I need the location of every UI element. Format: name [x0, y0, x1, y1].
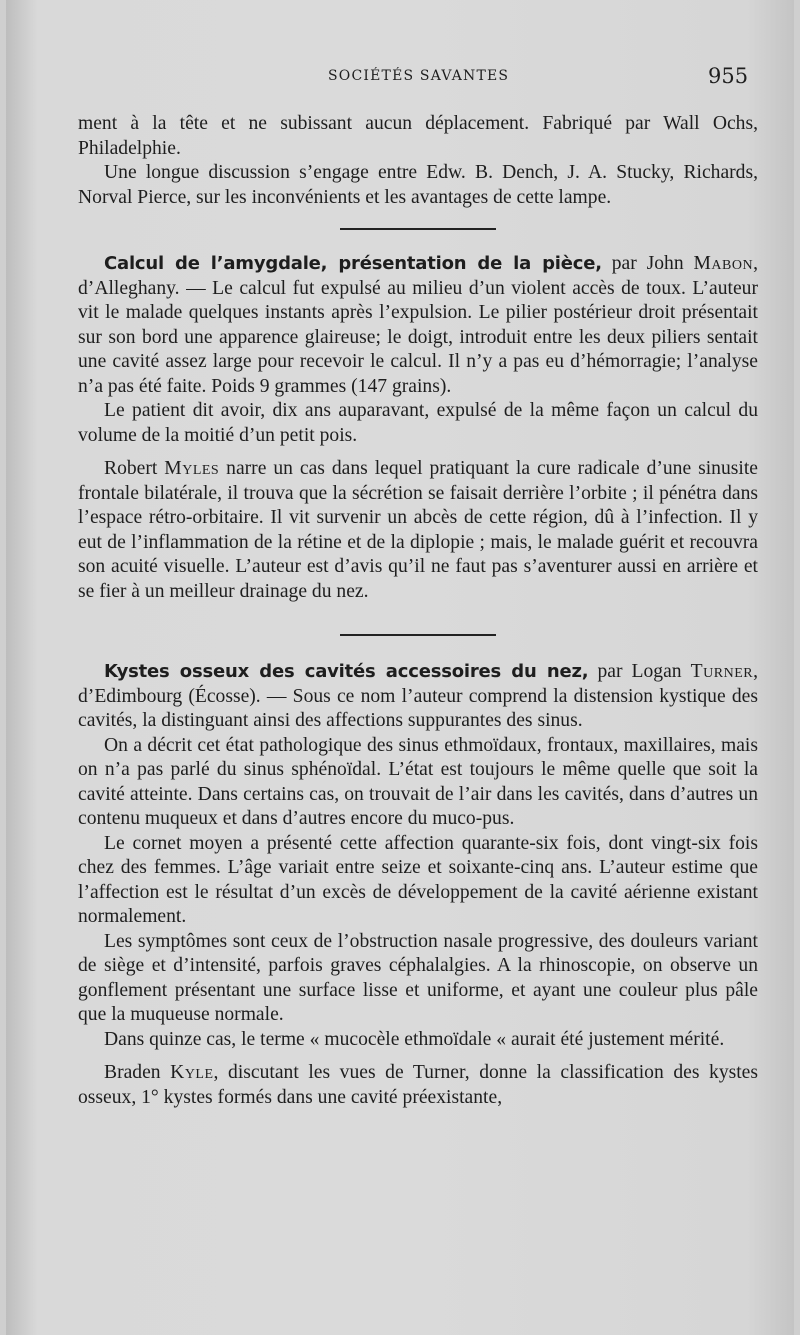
paragraph: Le cornet moyen a présenté cette affection quarante-six fois, dont vingt-six fois chez des femmes. L’âge variait entre seize et soixante-cinq ans. L’auteur estime que l’affection est le résultat d’un excès de développement de la cavité aérienne existant normalement. — [78, 832, 758, 927]
article-intro — [78, 252, 758, 399]
intro-text: , d’Alleghany. — Le calcul fut expulsé au milieu d’un violent accès de toux. L’auteur vit le malade quelques instants après l’expulsion. Le pilier postérieur droit présentait sur son bord une apparence glaireuse; le doigt, introduit entre les deux piliers sentait une cavité assez large pour recevoir le calcul. Il n’y a pas eu d’hémorragie; l’analyse n’a pas été faite. Poids 9 grammes (147 grains). — [78, 253, 758, 397]
article-title: Kystes osseux des cavités accessoires du nez, — [104, 661, 589, 682]
paragraph: ment à la tête et ne subissant aucun déplacement. Fabriqué par Wall Ochs, Philadelphie. — [78, 113, 758, 159]
paragraph: Dans quinze cas, le terme « mucocèle ethmoïdale « aurait été justement mérité. — [104, 1028, 725, 1050]
page-header — [6, 66, 794, 96]
book-page — [6, 0, 794, 1335]
text-run: Robert — [104, 458, 165, 479]
author-name: Mabon — [693, 253, 754, 274]
section-divider — [340, 228, 496, 230]
page-number: 955 — [708, 64, 749, 88]
paragraph: Le patient dit avoir, dix ans auparavant, expulsé de la même façon un calcul du volume de la moitié d’un petit pois. — [78, 400, 758, 446]
article-title: Calcul de l’amygdale, présentation de la pièce, — [104, 253, 602, 274]
paragraph: On a décrit cet état pathologique des sinus ethmoïdaux, frontaux, maxillaires, mais on n’a pas parlé du sinus sphénoïdal. L’état est toujours le même quelle que soit la cavité atteinte. Dans certains cas, on trouvait de l’air dans les cavités, dans d’autres un contenu muqueux et dans d’autres encore du muco-pus. — [78, 734, 758, 829]
intro-text: , d’Edimbourg (Écosse). — Sous ce nom l’auteur comprend la distension kystique des cavités, la distinguant ainsi des affections suppurantes des sinus. — [78, 661, 758, 731]
page-body — [78, 112, 758, 1110]
paragraph — [78, 1061, 758, 1110]
paragraph — [78, 457, 758, 604]
author-prefix: par Logan — [588, 661, 691, 682]
author-name: Kyle — [170, 1062, 214, 1083]
author-name: Myles — [164, 458, 220, 479]
paragraph: Les symptômes sont ceux de l’obstruction nasale progressive, des douleurs variant de siège et d’intensité, parfois graves céphalalgies. A la rhinoscopie, on observe un gonflement présentant une surface lisse et uniforme, et ayant une couleur plus pâle que la muqueuse normale. — [78, 930, 758, 1025]
running-title: SOCIÉTÉS SAVANTES — [328, 68, 510, 84]
section-divider — [340, 634, 496, 636]
author-name: Turner — [690, 661, 754, 682]
author-prefix: par John — [601, 253, 694, 274]
article-intro — [78, 660, 758, 734]
text-run: Braden — [104, 1062, 171, 1083]
text-run: narre un cas dans lequel pratiquant la cure radicale d’une sinusite frontale bilatérale, il trouva que la sécrétion se faisait derrière l’orbite ; il pénétra dans l’espace rétro-orbitaire. Il vit survenir un abcès de cette région, dû à l’infection. Il y eut de l’inflammation de la rétine et de la diplopie ; mais, le malade guérit et recouvra son acuité visuelle. L’auteur est d’avis qu’il ne faut pas s’aventurer aussi en arrière et se fier à un meilleur drainage du nez. — [78, 458, 758, 602]
paragraph: Une longue discussion s’engage entre Edw. B. Dench, J. A. Stucky, Richards, Norval Pierce, sur les inconvénients et les avantages de cette lampe. — [78, 162, 758, 208]
text-run: , discutant les vues de Turner, donne la classification des kystes osseux, 1° kystes formés dans une cavité préexistante, — [78, 1062, 759, 1108]
